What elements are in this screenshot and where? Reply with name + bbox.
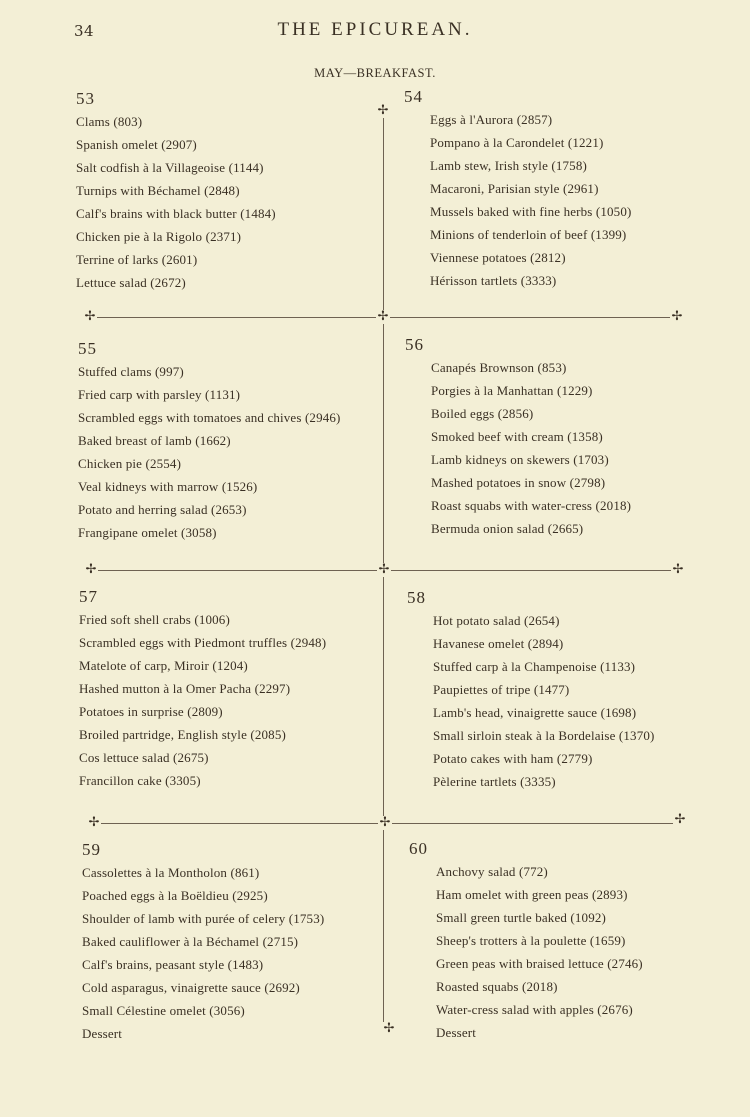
menu-54 — [404, 86, 631, 292]
ornament-icon: ✢ — [378, 562, 390, 577]
menu-item: Potato and herring salad (2653) — [78, 502, 247, 517]
menu-item: Shoulder of lamb with purée of celery (1753) — [82, 911, 325, 926]
menu-item: Hashed mutton à la Omer Pacha (2297) — [79, 681, 291, 696]
menu-item: Pèlerine tartlets (3335) — [433, 774, 556, 789]
menu-55 — [78, 338, 341, 544]
menu-item: Cassolettes à la Montholon (861) — [82, 865, 260, 880]
ornament-icon: ✢ — [674, 812, 686, 827]
ornament-icon: ✢ — [85, 562, 97, 577]
menu-item: Ham omelet with green peas (2893) — [436, 887, 628, 902]
menu-item: Lamb's head, vinaigrette sauce (1698) — [433, 705, 637, 720]
menu-item: Baked cauliflower à la Béchamel (2715) — [82, 934, 299, 949]
ornament-icon: ✢ — [383, 1021, 395, 1036]
menu-item: Pompano à la Carondelet (1221) — [430, 135, 604, 150]
menu-number: 58 — [407, 588, 426, 607]
running-head: THE EPICUREAN. — [277, 19, 473, 40]
menu-number: 54 — [404, 87, 423, 106]
section-title: MAY—BREAKFAST. — [314, 66, 436, 80]
menu-number: 60 — [409, 839, 428, 858]
menu-item: Baked breast of lamb (1662) — [78, 433, 231, 448]
menu-items — [430, 108, 631, 292]
menu-items — [433, 609, 654, 793]
menu-items — [79, 608, 326, 792]
menu-item: Broiled partridge, English style (2085) — [79, 727, 286, 742]
menu-item: Canapés Brownson (853) — [431, 360, 567, 375]
menu-item: Stuffed clams (997) — [78, 364, 184, 379]
menu-item: Boiled eggs (2856) — [431, 406, 534, 421]
menu-item: Mussels baked with fine herbs (1050) — [430, 204, 632, 219]
menu-item: Eggs à l'Aurora (2857) — [430, 112, 553, 127]
menu-number: 57 — [79, 587, 98, 606]
menu-item: Potato cakes with ham (2779) — [433, 751, 593, 766]
menu-item: Minions of tenderloin of beef (1399) — [430, 227, 627, 242]
ornament-icon: ✢ — [88, 815, 100, 830]
menu-item: Frangipane omelet (3058) — [78, 525, 217, 540]
ornament-icon: ✢ — [377, 103, 389, 118]
menu-item: Roast squabs with water-cress (2018) — [431, 498, 632, 513]
ornament-icon: ✢ — [377, 309, 389, 324]
menu-item: Water-cress salad with apples (2676) — [436, 1002, 633, 1017]
menu-60 — [409, 838, 643, 1044]
menu-item: Paupiettes of tripe (1477) — [433, 682, 570, 697]
menu-item: Anchovy salad (772) — [436, 864, 548, 879]
menu-items — [78, 360, 341, 544]
menu-56 — [405, 334, 631, 540]
menu-item: Lamb stew, Irish style (1758) — [430, 158, 587, 173]
menu-number: 56 — [405, 335, 424, 354]
menu-item: Salt codfish à la Villageoise (1144) — [76, 160, 264, 175]
menu-item: Bermuda onion salad (2665) — [431, 521, 584, 536]
menu-item: Fried soft shell crabs (1006) — [79, 612, 230, 627]
menu-item: Small sirloin steak à la Bordelaise (1370) — [433, 728, 655, 743]
menu-item: Lamb kidneys on skewers (1703) — [431, 452, 609, 467]
menu-item: Roasted squabs (2018) — [436, 979, 558, 994]
menu-59 — [82, 839, 324, 1045]
menu-items — [431, 356, 631, 540]
menu-item: Fried carp with parsley (1131) — [78, 387, 241, 402]
menu-item: Viennese potatoes (2812) — [430, 250, 566, 265]
menu-item: Veal kidneys with marrow (1526) — [78, 479, 258, 494]
ornament-icon: ✢ — [84, 309, 96, 324]
ornament-icon: ✢ — [671, 309, 683, 324]
menu-53 — [76, 88, 276, 294]
menu-item: Poached eggs à la Boëldieu (2925) — [82, 888, 268, 903]
menu-item: Calf's brains, peasant style (1483) — [82, 957, 264, 972]
menu-item: Spanish omelet (2907) — [76, 137, 197, 152]
menu-item: Francillon cake (3305) — [79, 773, 201, 788]
menu-item: Mashed potatoes in snow (2798) — [431, 475, 606, 490]
menu-item: Calf's brains with black butter (1484) — [76, 206, 276, 221]
menu-item: Macaroni, Parisian style (2961) — [430, 181, 599, 196]
menu-items — [436, 860, 643, 1044]
menu-item: Havanese omelet (2894) — [433, 636, 564, 651]
menu-item: Matelote of carp, Miroir (1204) — [79, 658, 248, 673]
menu-item: Scrambled eggs with Piedmont truffles (2948) — [79, 635, 327, 650]
menu-58 — [407, 587, 654, 793]
menu-number: 59 — [82, 840, 101, 859]
menu-item: Cold asparagus, vinaigrette sauce (2692) — [82, 980, 300, 995]
menu-item: Hérisson tartlets (3333) — [430, 273, 557, 288]
page-number: 34 — [74, 22, 95, 40]
menu-item: Clams (803) — [76, 114, 143, 129]
menu-57 — [79, 586, 326, 792]
menu-item: Cos lettuce salad (2675) — [79, 750, 209, 765]
menu-item: Dessert — [82, 1026, 123, 1041]
menu-item: Small Célestine omelet (3056) — [82, 1003, 245, 1018]
menu-number: 53 — [76, 89, 95, 108]
menu-item: Terrine of larks (2601) — [76, 252, 198, 267]
menu-item: Hot potato salad (2654) — [433, 613, 560, 628]
ornament-icon: ✢ — [379, 815, 391, 830]
menu-item: Dessert — [436, 1025, 477, 1040]
menu-item: Turnips with Béchamel (2848) — [76, 183, 240, 198]
ornament-icon: ✢ — [672, 562, 684, 577]
menu-item: Porgies à la Manhattan (1229) — [431, 383, 593, 398]
menu-item: Sheep's trotters à la poulette (1659) — [436, 933, 626, 948]
menu-items — [76, 110, 276, 294]
menu-item: Chicken pie (2554) — [78, 456, 182, 471]
menu-item: Small green turtle baked (1092) — [436, 910, 606, 925]
menu-item: Lettuce salad (2672) — [76, 275, 186, 290]
menu-number: 55 — [78, 339, 97, 358]
menu-items — [82, 861, 324, 1045]
menu-item: Stuffed carp à la Champenoise (1133) — [433, 659, 636, 674]
menu-item: Potatoes in surprise (2809) — [79, 704, 223, 719]
menu-item: Scrambled eggs with tomatoes and chives (2946) — [78, 410, 341, 425]
menu-item: Chicken pie à la Rigolo (2371) — [76, 229, 242, 244]
menu-item: Green peas with braised lettuce (2746) — [436, 956, 643, 971]
menu-item: Smoked beef with cream (1358) — [431, 429, 603, 444]
